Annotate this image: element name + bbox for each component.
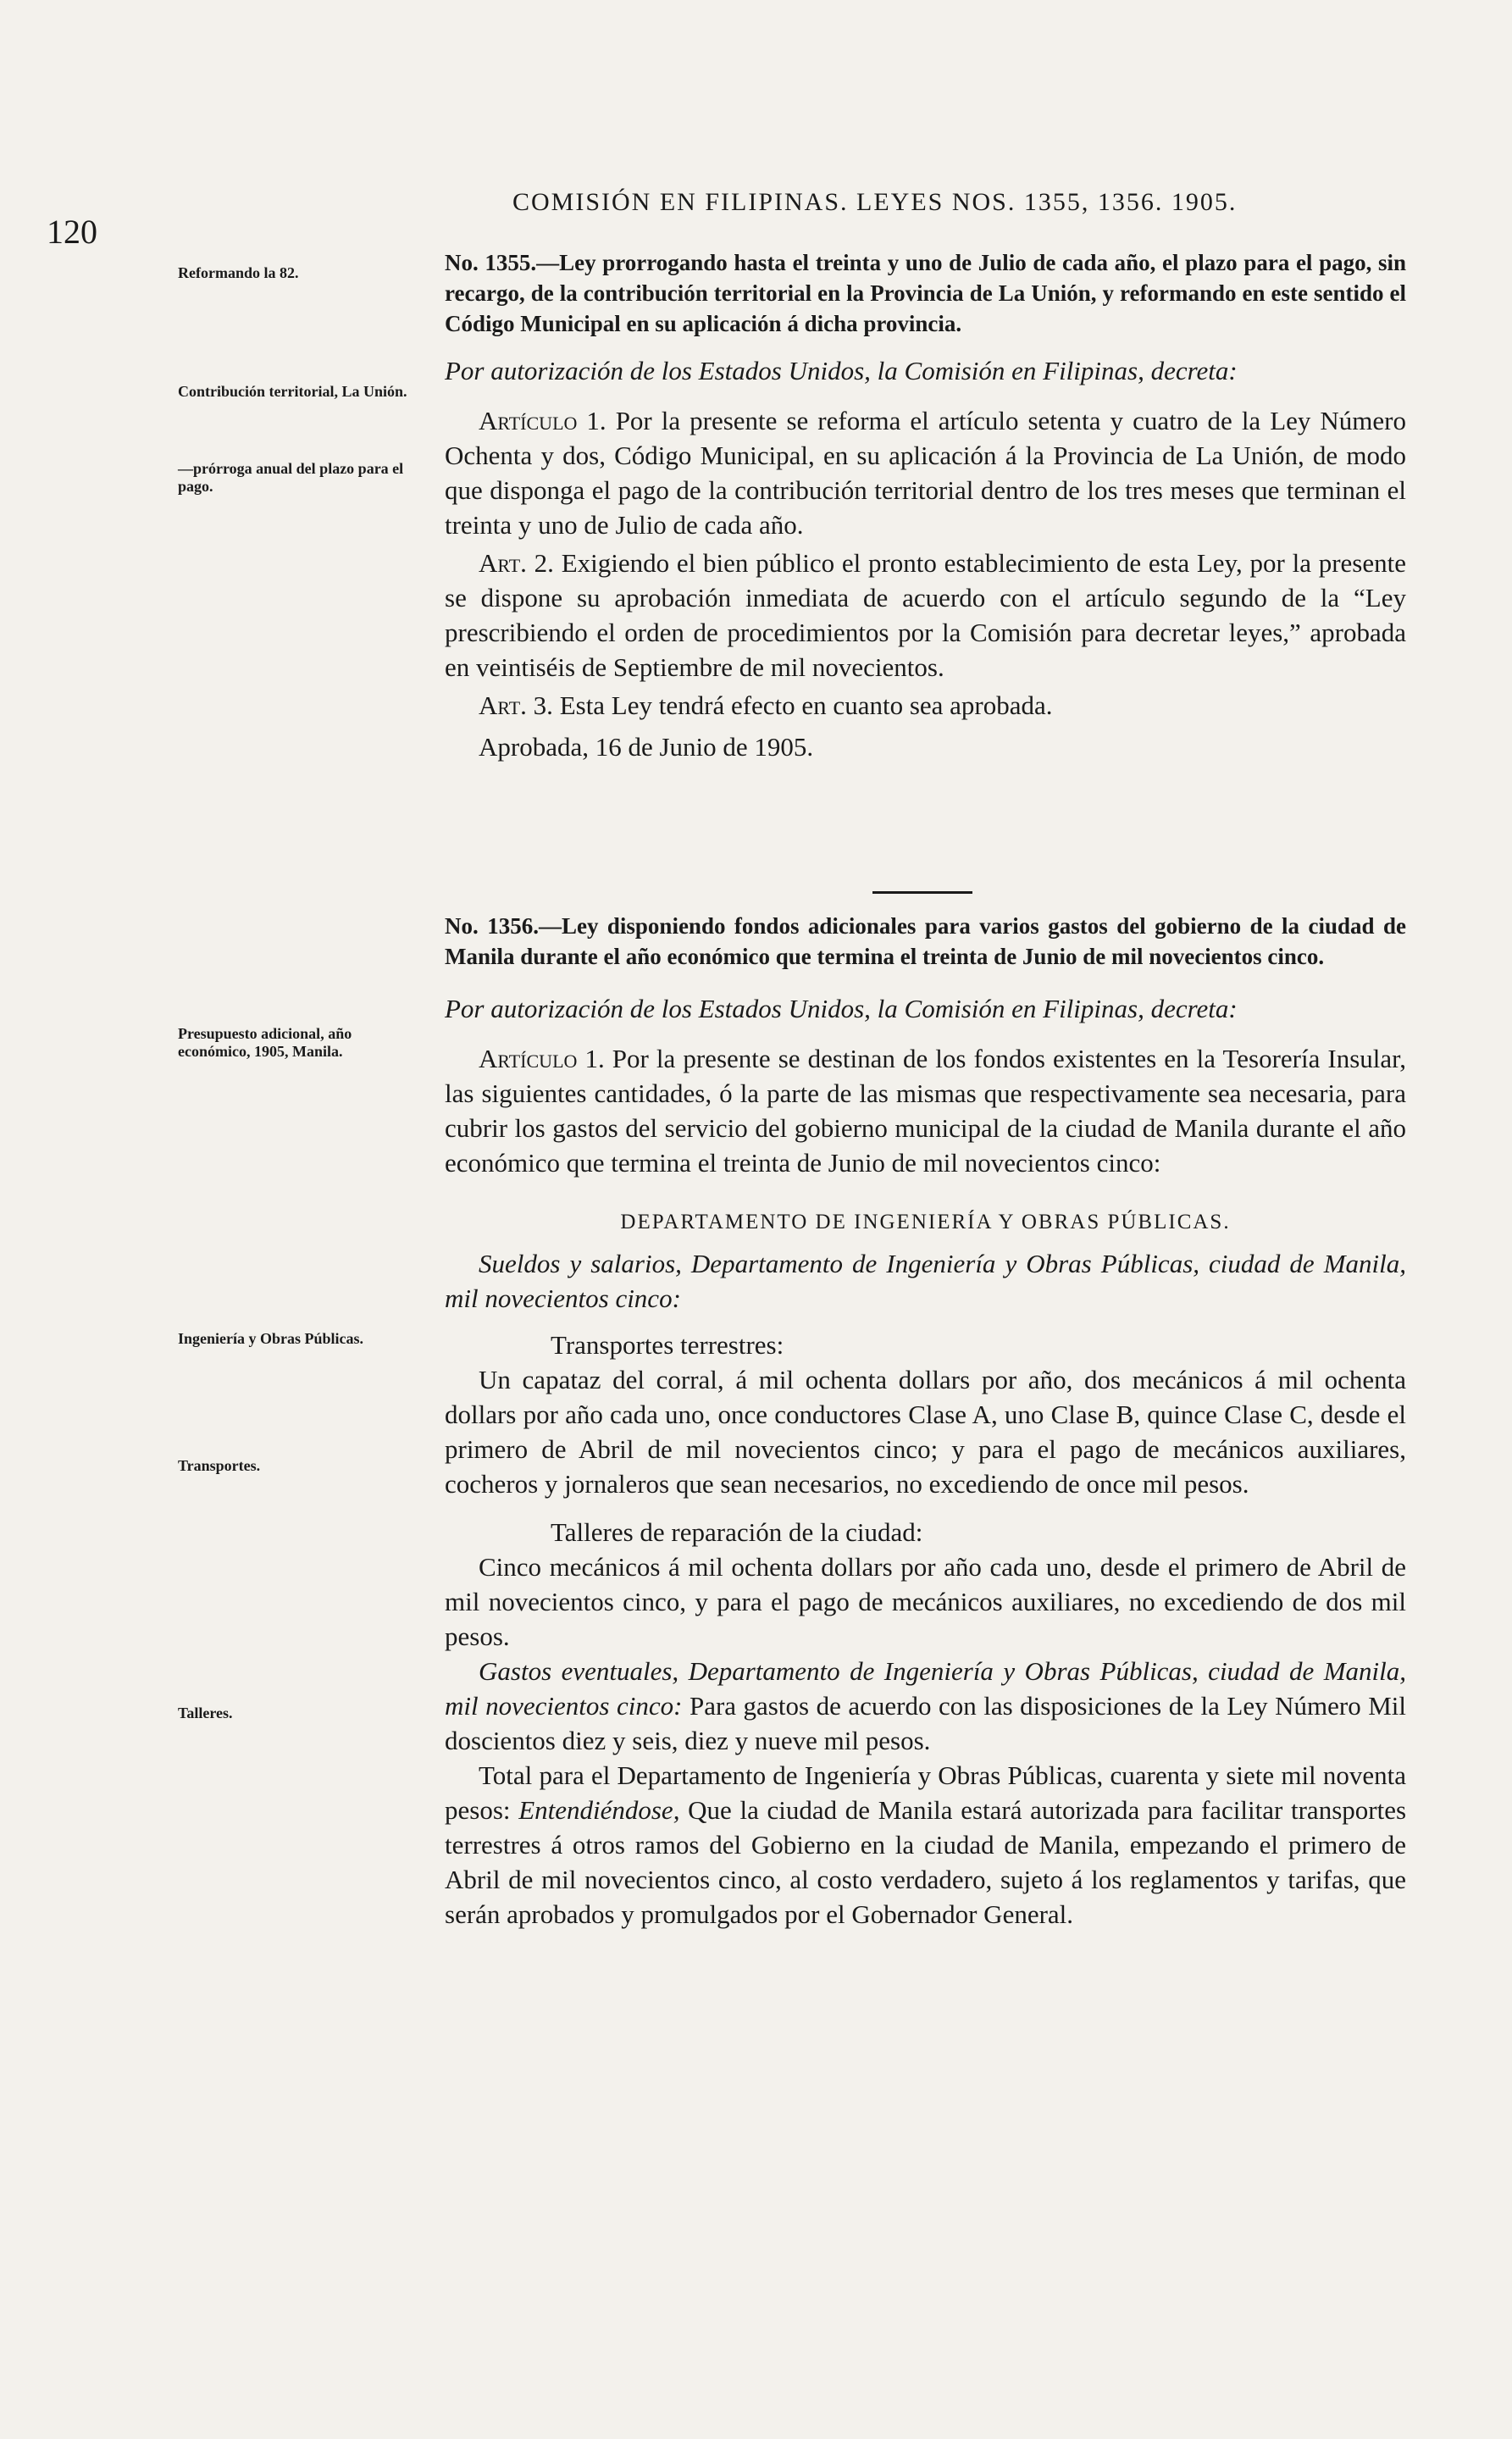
margin-note-contribution: Contribución territorial, La Unión. — [178, 383, 407, 400]
margin-note-extension: —prórroga anual del plazo para el pago. — [178, 460, 404, 495]
total-text: Total para el Departamento de Ingeniería y Obras Públicas, cuarenta y siete mil noventa pesos: — [445, 1760, 1406, 1825]
margin-note-reform: Reformando la 82. — [178, 264, 299, 281]
contingent-expenses — [445, 1654, 1406, 1758]
margin-note-engineering: Ingeniería y Obras Públicas. — [178, 1330, 364, 1347]
law-1356-article-1 — [445, 1041, 1406, 1180]
article-label: Art. 3. — [479, 690, 553, 720]
page-header — [47, 188, 1402, 251]
article-label: Artículo 1. — [479, 406, 606, 435]
article-text: Esta Ley tendrá efecto en cuanto sea aprobada. — [559, 690, 1053, 720]
margin-note-budget: Presupuesto adicional, año económico, 1905, Manila. — [178, 1025, 352, 1060]
law-1356 — [445, 911, 1406, 1932]
page-number: 120 — [47, 213, 97, 251]
workshops-text: Cinco mecánicos á mil ochenta dollars por año cada uno, desde el primero de Abril de mil novecientos cinco, y para el pago de mecánicos auxiliares, no excediendo de dos mil pesos. — [445, 1552, 1406, 1651]
law-1356-title: No. 1356.—Ley disponiendo fondos adicionales para varios gastos del gobierno de la ciudad de Manila durante el año económico que termina el treinta de Junio de mil novecientos cinco. — [445, 913, 1406, 969]
law-1355-article-1 — [445, 403, 1406, 542]
article-label: Art. 2. — [479, 548, 554, 578]
article-text: Por la presente se destinan de los fondos existentes en la Tesorería Insular, las siguientes cantidades, ó la parte de las mismas que respectivamente sea necesaria, para cubrir los gastos del servicio del gobierno municipal de la ciudad de Manila durante el año económico que termina el treinta de Junio de mil novecientos cinco: — [445, 1044, 1407, 1178]
margin-note-workshops: Talleres. — [178, 1705, 233, 1721]
law-1355 — [445, 247, 1406, 764]
law-1356-intro: Por autorización de los Estados Unidos, la Comisión en Filipinas, decreta: — [445, 994, 1238, 1023]
law-1355-article-2 — [445, 546, 1406, 685]
article-text: Exigiendo el bien público el pronto establecimiento de esta Ley, por la presente se dispone su aprobación inmediata de acuerdo con el artículo segundo de la “Ley prescribiendo el orden de procedimientos por la Comisión para decretar leyes,” aprobada en veintiséis de Septiembre de mil novecientos. — [445, 548, 1407, 682]
workshops-heading: Talleres de reparación de la ciudad: — [551, 1517, 923, 1547]
transport-heading: Transportes terrestres: — [551, 1330, 784, 1360]
margin-note-transport: Transportes. — [178, 1457, 261, 1474]
law-1355-title: No. 1355.—Ley prorrogando hasta el treinta y uno de Julio de cada año, el plazo para el pago, sin recargo, de la contribución territorial en la Provincia de La Unión, y reformando en este sentido el Código Municipal en su aplicación á dicha provincia. — [445, 250, 1406, 336]
running-head: COMISIÓN EN FILIPINAS. LEYES NOS. 1355, 1356. 1905. — [512, 188, 1238, 216]
section-divider — [872, 891, 972, 894]
department-heading: DEPARTAMENTO DE INGENIERÍA Y OBRAS PÚBLICAS. — [620, 1211, 1231, 1233]
total-paragraph — [445, 1758, 1406, 1932]
transport-text: Un capataz del corral, á mil ochenta dollars por año, dos mecánicos á mil ochenta dollars por año cada uno, once conductores Clase A, uno Clase B, quince Clase C, desde el primero de Abril de mil novecientos cinco; y para el pago de mecánicos auxiliares, cocheros y jornaleros que sean necesarios, no excediendo de once mil pesos. — [445, 1365, 1406, 1499]
law-1355-article-3 — [445, 688, 1406, 723]
article-label: Artículo 1. — [479, 1044, 605, 1073]
proviso-text: Que la ciudad de Manila estará autorizada para facilitar transportes terrestres á otros ramos del Gobierno en la ciudad de Manila, empezando el primero de Abril de mil novecientos cinco, al costo verdadero, sujeto á los reglamentos y tarifas, que serán aprobados y promulgados por el Gobernador General. — [445, 1795, 1407, 1929]
law-1355-approved: Aprobada, 16 de Junio de 1905. — [479, 732, 814, 762]
contingent-text: Para gastos de acuerdo con las disposiciones de la Ley Número Mil doscientos diez y seis, diez y nueve mil pesos. — [445, 1691, 1406, 1755]
contingent-heading: Gastos eventuales, Departamento de Ingeniería y Obras Públicas, ciudad de Manila, mil novecientos cinco: — [445, 1656, 1406, 1721]
article-text: Por la presente se reforma el artículo setenta y cuatro de la Ley Número Ochenta y dos, Código Municipal, en su aplicación á la Provincia de La Unión, de modo que disponga el pago de la contribución territorial dentro de los tres meses que terminan el treinta y uno de Julio de cada año. — [445, 406, 1406, 540]
law-1355-intro: Por autorización de los Estados Unidos, la Comisión en Filipinas, decreta: — [445, 356, 1238, 385]
proviso-label: Entendiéndose, — [518, 1795, 680, 1825]
salaries-heading: Sueldos y salarios, Departamento de Ingeniería y Obras Públicas, ciudad de Manila, mil novecientos cinco: — [445, 1249, 1406, 1313]
